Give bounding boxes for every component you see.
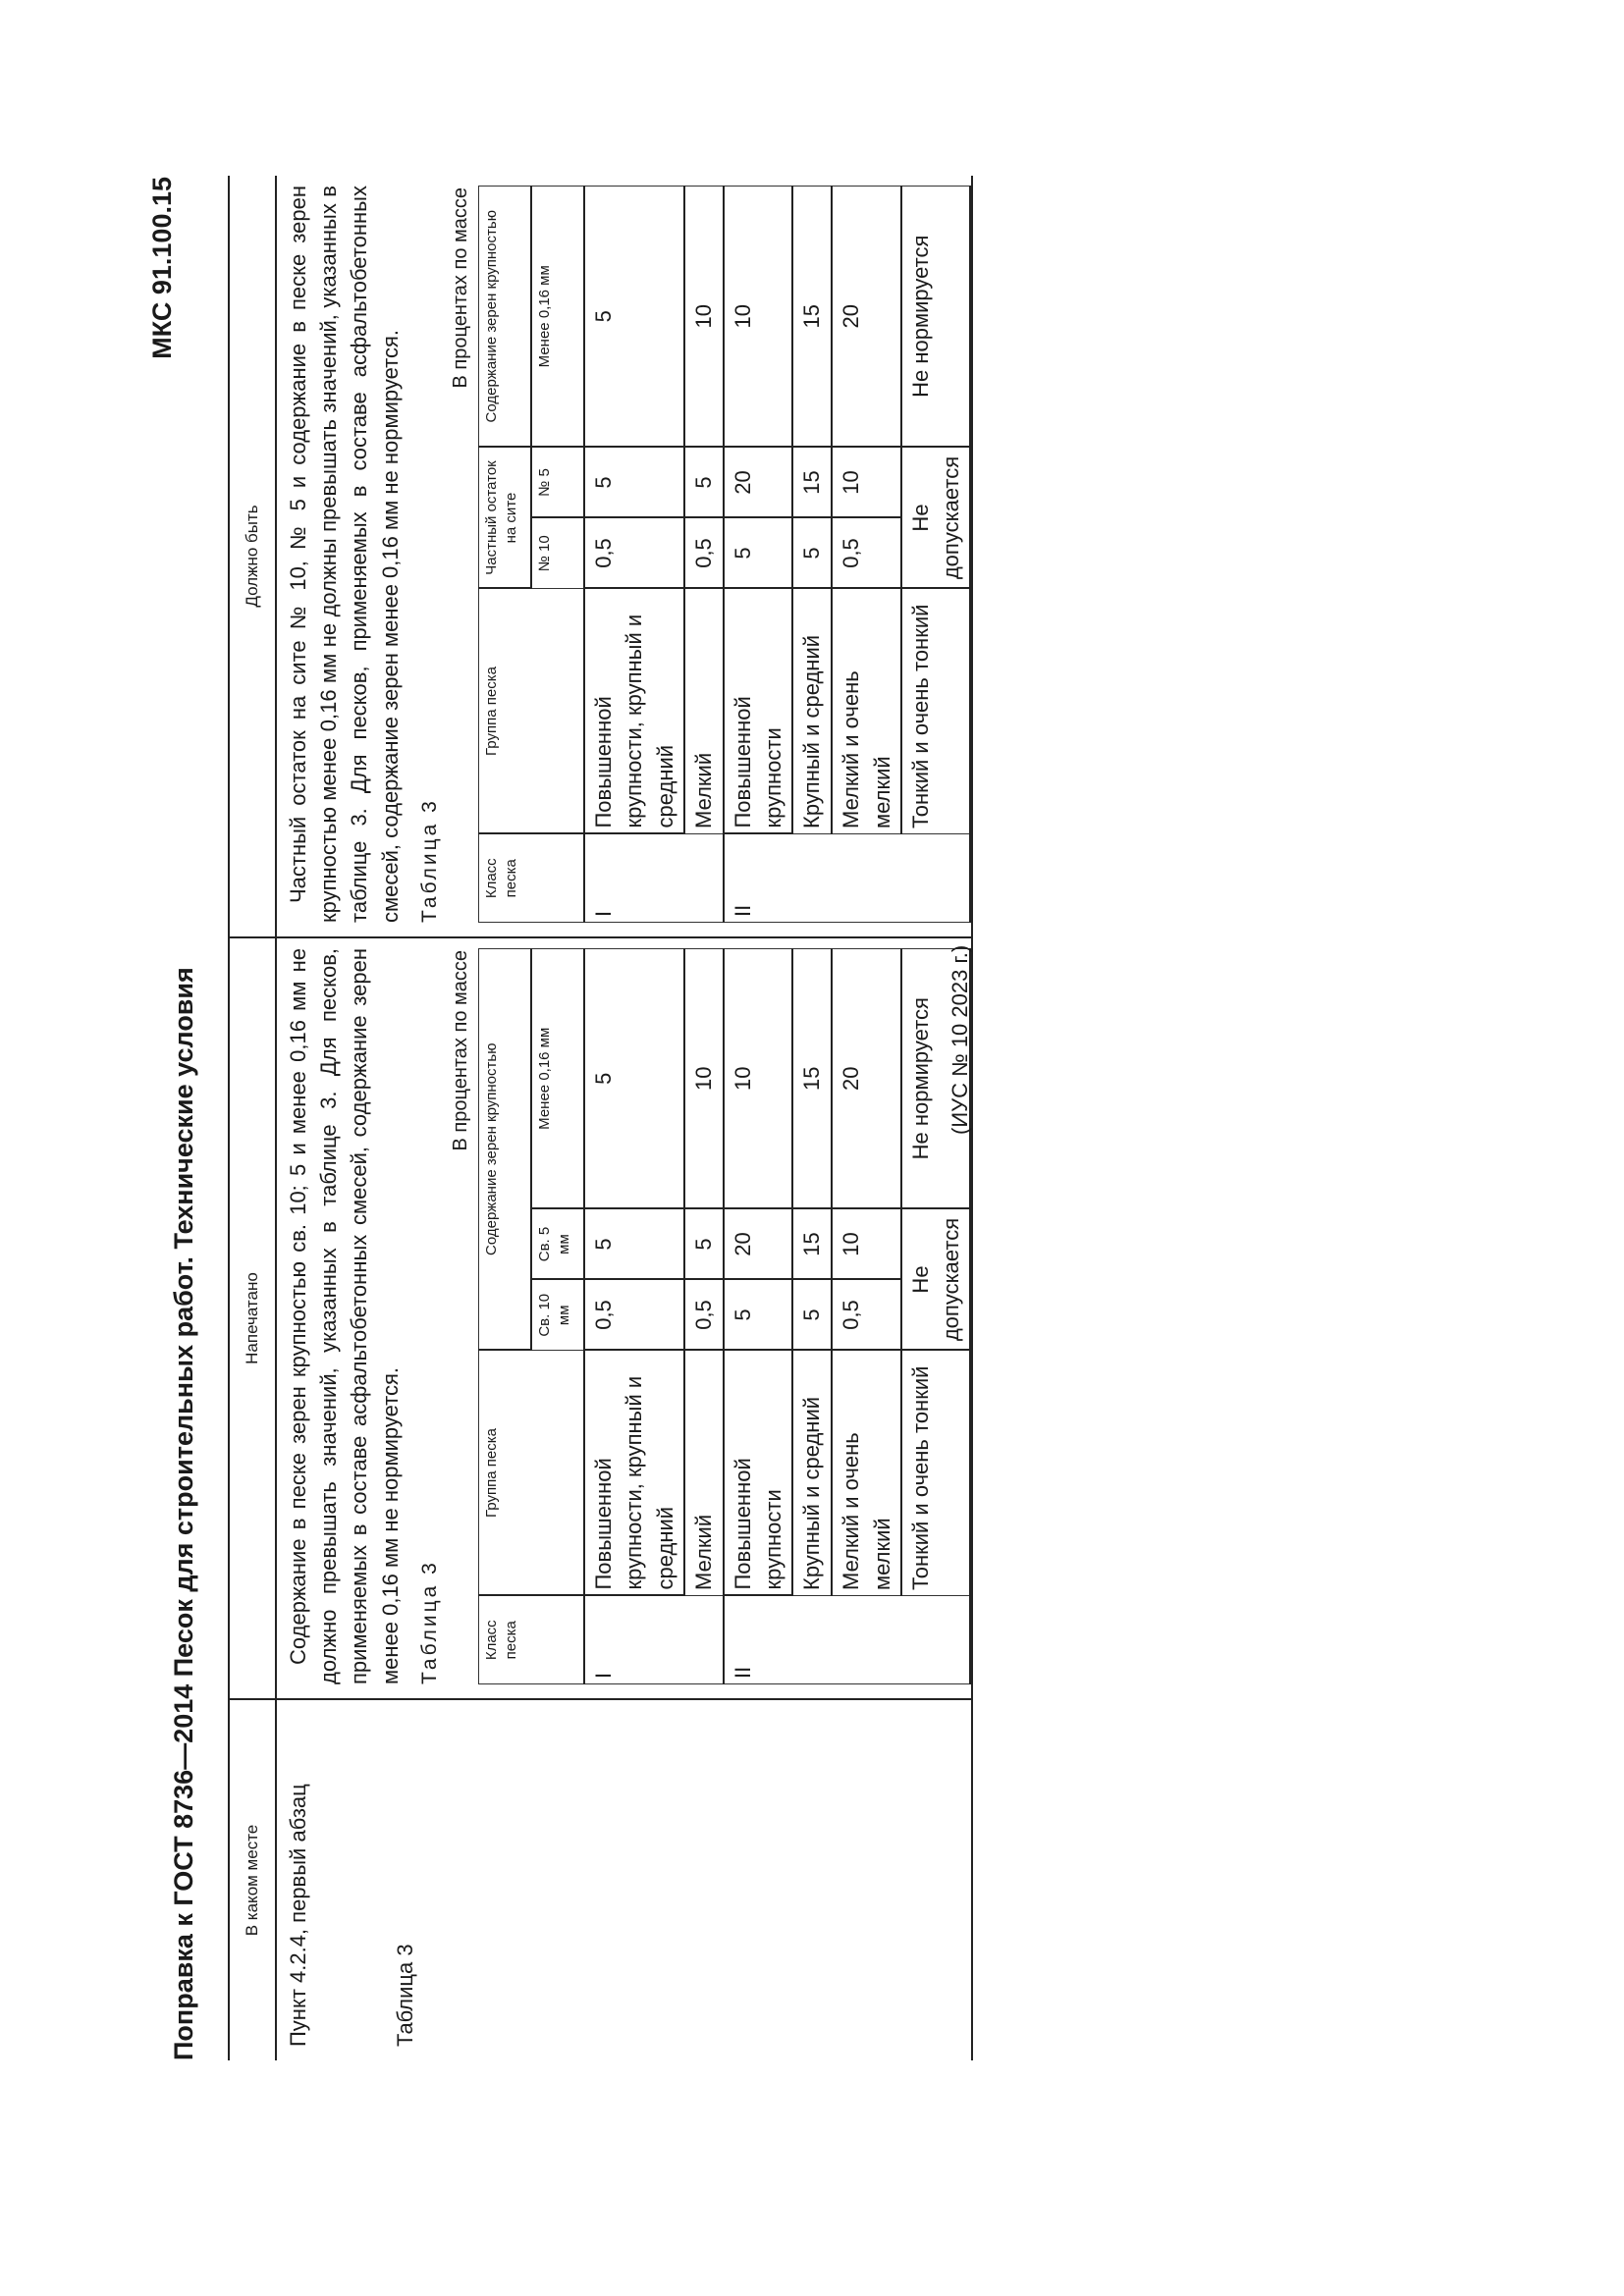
value-cell: 5 [584,949,684,1209]
value-cell: 10 [724,187,792,448]
place-cell [276,1699,972,2060]
should-be-h-col1: № 10 [531,518,584,589]
value-cell: Не нормируется [901,949,970,1209]
value-cell: 5 [584,187,684,448]
printed-paragraph: Содержание в песке зерен крупностью св. 10; 5 и менее 0,16 мм не должно превышать значений, указанных в таблице 3. Для песков, применяемых в составе асфальтобетонных смесей, содержание зерен менее 0,16 мм не нормируется. [286,948,403,1684]
class-cell: II [724,834,970,923]
class-cell: II [724,1596,970,1684]
table-row [792,949,832,1684]
value-cell: 20 [832,187,900,448]
table-row [901,187,970,923]
group-cell: Мелкий и очень мелкий [832,1351,900,1596]
value-cell: 10 [684,949,724,1209]
group-cell: Повышенной крупности [724,589,792,834]
amendment-table [228,176,973,2060]
printed-unit-note: В процентах по массе [449,950,471,1151]
table-row [684,949,724,1684]
table-row [792,187,832,923]
value-cell: Не допускается [901,1209,970,1351]
should-be-h-col3: Менее 0,16 мм [531,187,584,448]
column-header-should-be: Должно быть [229,176,276,937]
printed-h-content: Содержание зерен крупностью [479,949,532,1351]
group-cell: Тонкий и очень тонкий [901,1351,970,1596]
value-cell: 0,5 [584,518,684,589]
value-cell: 20 [724,448,792,518]
value-cell: Не допускается [901,448,970,589]
value-cell: 10 [832,1209,900,1280]
printed-h-col3: Менее 0,16 мм [531,949,584,1209]
printed-table-caption: Таблица 3 [417,1560,441,1684]
should-be-h-residue: Частный остаток на сите [479,448,532,589]
value-cell: 5 [724,518,792,589]
group-cell: Повышенной крупности, крупный и средний [584,589,684,834]
column-header-place: В каком месте [229,1699,276,2060]
value-cell: Не нормируется [901,187,970,448]
should-be-h-col2: № 5 [531,448,584,518]
value-cell: 0,5 [832,518,900,589]
table-row [832,187,900,923]
ius-footnote: (ИУС № 10 2023 г.) [947,944,972,1135]
should-be-table [478,186,971,923]
should-be-h-group: Группа песка [479,589,585,834]
printed-h-class: Класс песка [479,1596,585,1684]
value-cell: 10 [684,187,724,448]
value-cell: 10 [832,448,900,518]
value-cell: 15 [792,1209,832,1280]
value-cell: 0,5 [584,1280,684,1351]
place-item-paragraph: Пункт 4.2.4, первый абзац [286,1784,310,2047]
should-be-cell [276,176,972,937]
group-cell: Повышенной крупности, крупный и средний [584,1351,684,1596]
column-header-printed: Напечатано [229,937,276,1699]
table-row [684,187,724,923]
should-be-h-class: Класс песка [479,834,585,923]
classification-code: МКС 91.100.15 [147,177,177,359]
should-be-h-content: Содержание зерен крупностью [479,187,532,448]
value-cell: 15 [792,949,832,1209]
value-cell: 5 [724,1280,792,1351]
value-cell: 20 [724,1209,792,1280]
group-cell: Тонкий и очень тонкий [901,589,970,834]
table-row [832,949,900,1684]
value-cell: 20 [832,949,900,1209]
class-cell: I [584,1596,724,1684]
value-cell: 0,5 [684,518,724,589]
table-row [584,949,684,1684]
value-cell: 5 [684,1209,724,1280]
printed-h-col1: Св. 10 мм [531,1280,584,1351]
value-cell: 15 [792,448,832,518]
group-cell: Крупный и средний [792,589,832,834]
value-cell: 5 [684,448,724,518]
value-cell: 5 [792,1280,832,1351]
value-cell: 15 [792,187,832,448]
should-be-paragraph: Частный остаток на сите № 10, № 5 и содержание в песке зерен крупностью менее 0,16 мм не должны превышать значений, указанных в таблице 3. Для песков, применяемых в составе асфальтобетонных смесей, содержание зерен менее 0,16 мм не нормируется. [286,186,403,923]
printed-h-group: Группа песка [479,1351,585,1596]
printed-h-col2: Св. 5 мм [531,1209,584,1280]
value-cell: 5 [584,1209,684,1280]
class-cell: I [584,834,724,923]
should-be-unit-note: В процентах по массе [449,187,471,389]
printed-cell [276,937,972,1699]
group-cell: Повышенной крупности [724,1351,792,1596]
value-cell: 5 [584,448,684,518]
group-cell: Мелкий и очень мелкий [832,589,900,834]
value-cell: 10 [724,949,792,1209]
value-cell: 0,5 [684,1280,724,1351]
should-be-table-caption: Таблица 3 [417,798,441,923]
table-row [724,187,792,923]
value-cell: 5 [792,518,832,589]
group-cell: Мелкий [684,1351,724,1596]
place-item-table: Таблица 3 [393,1944,418,2047]
document-title: Поправка к ГОСТ 8736—2014 Песок для строительных работ. Технические условия [169,967,198,2060]
table-row [584,187,684,923]
group-cell: Мелкий [684,589,724,834]
group-cell: Крупный и средний [792,1351,832,1596]
table-row [724,949,792,1684]
printed-table [478,948,971,1684]
value-cell: 0,5 [832,1280,900,1351]
